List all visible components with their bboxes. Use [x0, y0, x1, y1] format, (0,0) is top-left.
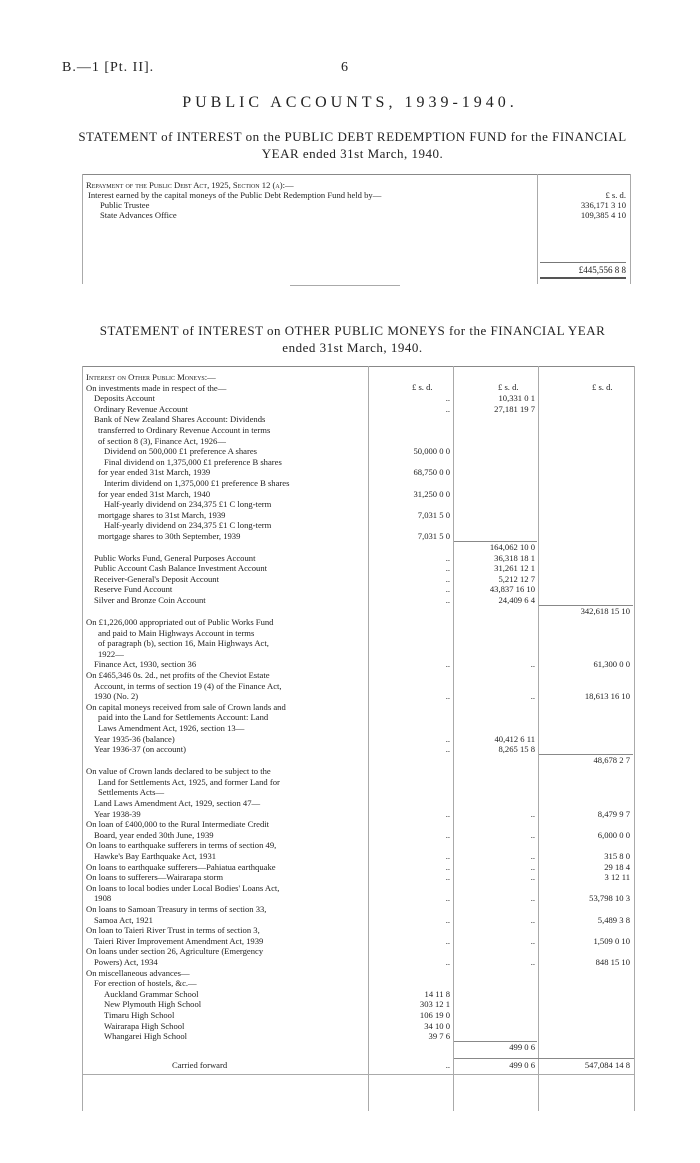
statement2-col1-amount: ..	[445, 744, 450, 755]
statement2-col1-amount: ..	[445, 595, 450, 605]
statement2-col2-amount: ..	[530, 914, 535, 925]
statement2-col1-amount: ..	[445, 563, 450, 574]
statement2-row-label: New Plymouth High School	[104, 999, 202, 1010]
statement2-row-label: On miscellaneous advances—	[86, 967, 190, 978]
statement2-title	[60, 322, 645, 356]
statement2-row-label: On loans to local bodies under Local Bodies' Loans Act,	[86, 882, 280, 893]
statement2-row-label: Deposits Account	[94, 393, 155, 404]
statement2-col2-amount: ..	[530, 808, 535, 819]
statement1-row-label: Repayment of the Public Debt Act, 1925, Section 12 (a):—	[86, 180, 294, 190]
statement2-row	[82, 809, 634, 819]
statement2-row-label: 1930 (No. 2)	[94, 691, 139, 702]
statement2-row-label: Half-yearly dividend on 234,375 £1 C long-term	[104, 520, 272, 531]
statement2-col1-amount: ..	[445, 403, 450, 414]
statement2-row-label: Interim dividend on 1,375,000 £1 preference B shares	[104, 478, 290, 488]
statement2-row	[82, 1031, 634, 1041]
statement2-col2-amount: 27,181 19 7	[494, 403, 535, 414]
lsd-header-col3: £ s. d.	[592, 382, 613, 392]
statement2-row-label: On loans under section 26, Agriculture (Emergency	[86, 946, 264, 957]
statement1-row-label: State Advances Office	[100, 210, 177, 220]
statement2-row	[82, 414, 634, 424]
statement2-row	[82, 478, 634, 488]
statement2-col1-amount: 31,250 0 0	[413, 488, 450, 499]
carried-forward-col3: 547,084 14 8	[584, 1060, 630, 1071]
statement2-row	[82, 968, 634, 978]
statement2-row-label: transferred to Ordinary Revenue Account in terms	[98, 425, 271, 435]
statement2-row	[82, 755, 634, 765]
statement2-col2-amount: ..	[530, 851, 535, 861]
statement2-row-label: of paragraph (b), section 16, Main Highways Act,	[98, 638, 269, 649]
statement2-row	[82, 489, 634, 499]
statement2-col2-amount: 10,331 0 1	[498, 393, 535, 404]
page-title: PUBLIC ACCOUNTS, 1939-1940.	[182, 94, 518, 111]
statement2-col1-amount: ..	[445, 914, 450, 925]
statement2-col1-amount: 303 12 1	[419, 999, 450, 1010]
statement2-row	[82, 531, 634, 541]
statement2-row	[82, 425, 634, 435]
statement2-row	[82, 574, 634, 584]
statement2-row	[82, 1021, 634, 1031]
statement2-row	[82, 595, 634, 605]
statement2-row	[82, 787, 634, 797]
statement2-col2-amount: ..	[530, 935, 535, 946]
statement2-col3-amount: 18,613 16 10	[584, 691, 630, 702]
statement2-row	[82, 702, 634, 712]
statement2-row	[82, 734, 634, 744]
statement2-col1-amount: ..	[445, 393, 450, 404]
carried-forward-rule	[454, 1058, 634, 1059]
statement2-row	[82, 830, 634, 840]
statement2-col1-amount: 68,750 0 0	[413, 467, 450, 478]
statement2-row-label: On loans to earthquake sufferers in terms of section 49,	[86, 840, 277, 851]
statement2-col3-amount: 61,300 0 0	[593, 659, 630, 670]
statement2-col1-amount: ..	[445, 659, 450, 670]
lsd-header-col2: £ s. d.	[498, 382, 519, 392]
statement2-row	[82, 862, 634, 872]
statement2-row	[82, 936, 634, 946]
statement2-row-label: of section 8 (3), Finance Act, 1926—	[98, 435, 226, 446]
statement2-row-label: Year 1936-37 (on account)	[94, 744, 186, 755]
statement1-row	[82, 180, 630, 190]
statement2-col2-amount: ..	[530, 957, 535, 967]
table-bottom-rule	[82, 1074, 634, 1075]
statement2-row	[82, 777, 634, 787]
statement2-row	[82, 372, 634, 382]
statement2-row-label: Land Laws Amendment Act, 1929, section 47—	[94, 798, 261, 808]
document-code: B.—1 [Pt. II].	[62, 60, 155, 75]
statement2-row-label: On capital moneys received from sale of Crown lands and	[86, 701, 286, 712]
page-number: 6	[341, 60, 348, 75]
statement1-row-label: Public Trustee	[100, 200, 150, 210]
lsd-header-col1: £ s. d.	[412, 382, 433, 392]
statement2-row-label: Ordinary Revenue Account	[94, 403, 189, 414]
statement2-table	[82, 366, 634, 1116]
statement2-col1-amount: ..	[445, 935, 450, 946]
statement2-col2-amount: 499 0 6	[509, 1041, 535, 1052]
statement1-row	[82, 210, 630, 220]
statement2-row-label: Powers) Act, 1934	[94, 957, 158, 967]
statement1-title	[60, 128, 645, 162]
statement2-col2-amount: ..	[530, 893, 535, 904]
statement2-row-label: On loan to Taieri River Trust in terms of section 3,	[86, 925, 260, 936]
statement2-row-label: On £1,226,000 appropriated out of Public Works Fund	[86, 617, 274, 627]
statement2-row-label: Settlements Acts—	[98, 787, 165, 798]
statement2-col3-amount: 8,479 9 7	[597, 808, 630, 819]
statement2-row	[82, 872, 634, 882]
statement2-row	[82, 691, 634, 701]
statement2-row-label: Samoa Act, 1921	[94, 914, 153, 925]
statement2-row	[82, 393, 634, 403]
statement2-row	[82, 766, 634, 776]
statement2-col3-amount: 53,798 10 3	[589, 893, 630, 904]
statement2-col3-amount: 1,509 0 10	[593, 935, 630, 946]
statement2-row-label: 1922—	[98, 648, 124, 659]
statement2-col1-amount: ..	[445, 872, 450, 883]
statement2-row	[82, 520, 634, 530]
subtotal-rule	[539, 605, 633, 606]
statement1-title-line2: YEAR ended 31st March, 1940.	[261, 146, 444, 161]
statement2-col1-amount: ..	[445, 808, 450, 819]
statement2-row-label: 1908	[94, 893, 112, 904]
statement2-row-label: Land for Settlements Act, 1925, and former Land for	[98, 776, 280, 787]
statement2-col1-amount: ..	[445, 893, 450, 904]
statement2-row	[82, 819, 634, 829]
statement2-row	[82, 649, 634, 659]
statement2-row	[82, 606, 634, 616]
statement2-row-label: Wairarapa High School	[104, 1020, 185, 1031]
statement2-col1-amount: 106 19 0	[419, 1010, 450, 1020]
statement2-row-label: On investments made in respect of the—	[86, 382, 227, 393]
statement2-col1-amount: ..	[445, 691, 450, 702]
statement2-row	[82, 957, 634, 967]
statement2-col1-amount: ..	[445, 584, 450, 595]
statement2-col3-amount: 48,678 2 7	[593, 755, 630, 766]
statement2-row	[82, 446, 634, 456]
statement2-row-label: On loans to sufferers—Wairarapa storm	[86, 872, 224, 883]
statement2-row	[82, 946, 634, 956]
statement2-row-label: On loans to earthquake sufferers—Pahiatua earthquake	[86, 861, 276, 872]
statement2-row-label: Whangarei High School	[104, 1031, 188, 1042]
statement2-title-line1: STATEMENT of INTEREST on OTHER PUBLIC MONEYS for the FINANCIAL YEAR	[99, 323, 606, 338]
carried-forward-col2: 499 0 6	[509, 1060, 535, 1071]
statement2-col2-amount: 8,265 15 8	[498, 744, 535, 755]
statement2-row-label: On loan of £400,000 to the Rural Intermediate Credit	[86, 819, 270, 830]
statement2-col2-amount: 40,412 6 11	[494, 733, 535, 744]
statement2-col1-amount: 50,000 0 0	[413, 446, 450, 457]
statement2-col1-amount: ..	[445, 829, 450, 840]
statement2-row-label: Public Account Cash Balance Investment Account	[94, 563, 268, 574]
statement2-col2-amount: 24,409 6 4	[498, 595, 535, 605]
carried-forward-row	[82, 1060, 634, 1070]
statement2-row-label: for year ended 31st March, 1940	[98, 488, 211, 499]
statement1-total: £445,556 8 8	[540, 262, 626, 279]
statement2-row-label: Bank of New Zealand Shares Account: Dividends	[94, 414, 266, 425]
statement2-row-label: Reserve Fund Account	[94, 584, 173, 595]
carried-forward-label: Carried forward	[172, 1060, 228, 1071]
statement2-row-label: mortgage shares to 30th September, 1939	[98, 531, 241, 541]
statement2-col2-amount: 43,837 16 10	[489, 584, 535, 595]
statement2-row	[82, 712, 634, 722]
statement2-row-label: For erection of hostels, &c.—	[94, 978, 197, 989]
statement2-row	[82, 925, 634, 935]
statement2-col1-amount: ..	[445, 861, 450, 872]
statement2-row	[82, 563, 634, 573]
statement2-row-label: Account, in terms of section 19 (4) of the Finance Act,	[94, 680, 282, 691]
statement2-col1-amount: 7,031 5 0	[417, 531, 450, 541]
statement2-row-label: Half-yearly dividend on 234,375 £1 C long-term	[104, 499, 272, 510]
statement2-col1-amount: ..	[445, 957, 450, 967]
statement2-col3-amount: 342,618 15 10	[580, 606, 630, 616]
statement2-row	[82, 383, 634, 393]
statement2-row	[82, 1042, 634, 1052]
statement2-col3-amount: 5,489 3 8	[597, 914, 630, 925]
statement2-row	[82, 978, 634, 988]
statement2-row	[82, 542, 634, 552]
statement2-row	[82, 638, 634, 648]
subtotal-rule	[539, 754, 633, 755]
statement2-row	[82, 628, 634, 638]
statement2-row-label: for year ended 31st March, 1939	[98, 467, 211, 478]
statement2-col2-amount: 164,062 10 0	[489, 542, 535, 552]
statement2-col3-amount: 29 18 4	[604, 861, 630, 872]
statement2-row	[82, 553, 634, 563]
statement2-row	[82, 999, 634, 1009]
statement2-row-label: On value of Crown lands declared to be subject to the	[86, 766, 271, 777]
statement2-col1-amount: 34 10 0	[424, 1020, 450, 1031]
statement2-row	[82, 915, 634, 925]
statement2-col2-amount: 5,212 12 7	[498, 573, 535, 584]
statement2-col2-amount: 36,318 18 1	[494, 552, 535, 563]
statement2-row	[82, 851, 634, 861]
subtotal-rule	[454, 541, 537, 542]
statement2-col3-amount: 848 15 10	[595, 957, 630, 967]
statement2-col1-amount: ..	[445, 552, 450, 563]
statement2-row	[82, 904, 634, 914]
statement2-row-label: Taieri River Improvement Amendment Act, 1939	[94, 935, 264, 946]
statement2-col1-amount: 7,031 5 0	[417, 509, 450, 520]
statement1-table	[82, 174, 630, 294]
statement2-row-label: Timaru High School	[104, 1010, 175, 1020]
statement1-title-line1: STATEMENT of INTEREST on the PUBLIC DEBT REDEMPTION FUND for the FINANCIAL	[78, 129, 627, 144]
statement2-row	[82, 404, 634, 414]
subtotal-rule	[454, 1041, 537, 1042]
statement2-row	[82, 436, 634, 446]
statement2-row-label: Board, year ended 30th June, 1939	[94, 829, 214, 840]
statement2-row	[82, 723, 634, 733]
statement2-col2-amount: ..	[530, 659, 535, 670]
statement2-col1-amount: ..	[445, 573, 450, 584]
statement2-row-label: On loans to Samoan Treasury in terms of section 33,	[86, 904, 267, 914]
statement1-row-amount: £ s. d.	[605, 190, 626, 200]
statement2-row-label: Public Works Fund, General Purposes Account	[94, 552, 256, 563]
statement2-col3-amount: 6,000 0 0	[597, 829, 630, 840]
statement2-row-label: Year 1938-39	[94, 808, 141, 819]
statement2-col1-amount: 39 7 6	[428, 1031, 450, 1042]
statement2-row-label: mortgage shares to 31st March, 1939	[98, 509, 226, 520]
statement2-row-label: Laws Amendment Act, 1926, section 13—	[98, 723, 245, 733]
statement2-col2-amount: ..	[530, 861, 535, 872]
statement2-row-label: Hawke's Bay Earthquake Act, 1931	[94, 851, 217, 861]
carried-forward-col1: ..	[445, 1060, 450, 1071]
statement1-row	[82, 200, 630, 210]
statement2-row-label: paid into the Land for Settlements Account: Land	[98, 712, 269, 723]
statement2-row-label: Year 1935-36 (balance)	[94, 733, 175, 744]
statement2-row-label: Receiver-General's Deposit Account	[94, 573, 219, 584]
statement2-row	[82, 989, 634, 999]
statement2-col3-amount: 315 8 0	[604, 851, 630, 861]
statement2-row-label: Dividend on 500,000 £1 preference A shares	[104, 446, 257, 457]
statement2-row-label: Finance Act, 1930, section 36	[94, 659, 197, 670]
statement2-row	[82, 744, 634, 754]
statement2-row-label: and paid to Main Highways Account in terms	[98, 627, 255, 638]
statement2-col2-amount: 31,261 12 1	[494, 563, 535, 574]
statement2-row	[82, 659, 634, 669]
statement2-col1-amount: ..	[445, 851, 450, 861]
statement2-row	[82, 681, 634, 691]
statement1-row	[82, 190, 630, 200]
statement2-row-label: Final dividend on 1,375,000 £1 preference B shares	[104, 456, 282, 467]
statement2-row	[82, 1010, 634, 1020]
statement2-row-label: On £465,346 0s. 2d., net profits of the Cheviot Estate	[86, 670, 270, 680]
statement2-col1-amount: 14 11 8	[424, 988, 450, 999]
statement2-col3-amount: 3 12 11	[604, 872, 630, 883]
statement1-row-label: Interest earned by the capital moneys of the Public Debt Redemption Fund held by—	[88, 190, 382, 200]
statement2-row	[82, 798, 634, 808]
statement2-row	[82, 499, 634, 509]
statement2-row	[82, 457, 634, 467]
statement1-row-amount: 336,171 3 10	[580, 200, 626, 210]
statement1-row-amount: 109,385 4 10	[580, 210, 626, 220]
statement2-col2-amount: ..	[530, 829, 535, 840]
statement2-row-label: Silver and Bronze Coin Account	[94, 595, 206, 605]
statement2-col1-amount: ..	[445, 733, 450, 744]
statement2-row	[82, 617, 634, 627]
statement2-row-label: Interest on Other Public Moneys:—	[86, 372, 216, 382]
statement2-row	[82, 840, 634, 850]
statement2-col2-amount: ..	[530, 691, 535, 702]
statement2-row	[82, 584, 634, 594]
statement2-row	[82, 893, 634, 903]
statement2-row	[82, 883, 634, 893]
statement2-row-label: Auckland Grammar School	[104, 988, 199, 999]
statement2-row	[82, 670, 634, 680]
statement2-row	[82, 467, 634, 477]
statement2-row	[82, 510, 634, 520]
statement2-title-line2: ended 31st March, 1940.	[282, 340, 423, 355]
statement2-col2-amount: ..	[530, 872, 535, 883]
